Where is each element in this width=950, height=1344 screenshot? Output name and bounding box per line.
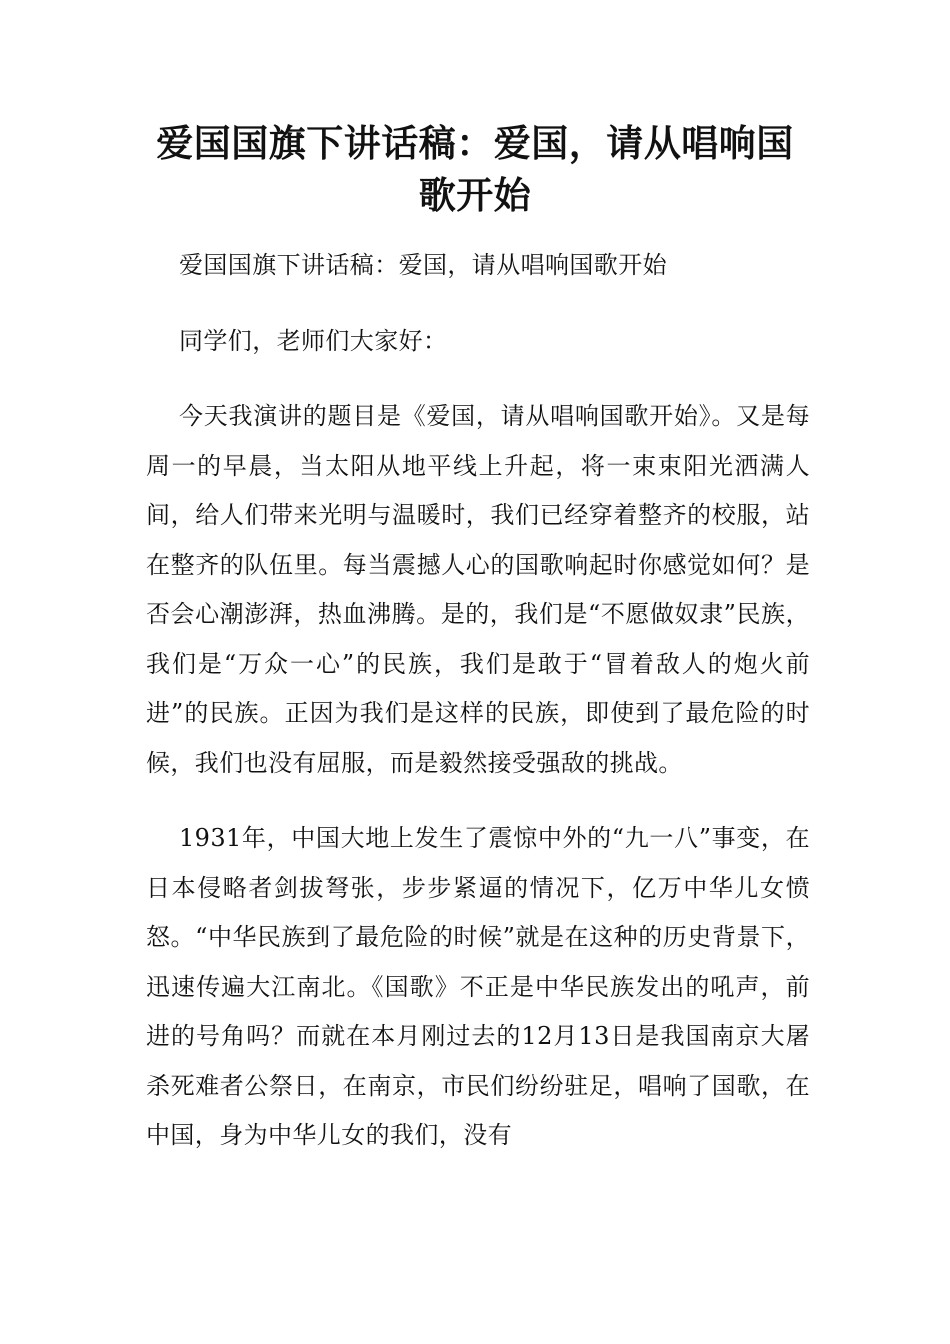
- paragraph-greeting: 同学们，老师们大家好：: [179, 326, 448, 355]
- paragraph-body: 今天我演讲的题目是《爱国，请从唱响国歌开始》。又是每周一的早晨，当太阳从地平线上升起，将一束束阳光洒满人间，给人们带来光明与温暖时，我们已经穿着整齐的校服，站在整齐的队伍里。每当震撼人心的国歌响起时你感觉如何？是否会心潮澎湃，热血沸腾。是的，我们是“不愿做奴隶”民族，我们是“万众一心”的民族，我们是敢于“冒着敌人的炮火前进”的民族。正因为我们是这样的民族，即使到了最危险的时候，我们也没有屈服，而是毅然接受强敌的挑战。: [146, 402, 810, 777]
- document-title: 爱国国旗下讲话稿：爱国，请从唱响国歌开始: [156, 122, 794, 217]
- document-body: [146, 241, 810, 1187]
- paragraph-subtitle: 爱国国旗下讲话稿：爱国，请从唱响国歌开始: [179, 251, 667, 279]
- paragraph-body: 1931年，中国大地上发生了震惊中外的“九一八”事变，在日本侵略者剑拔弩张，步步紧逼的情况下，亿万中华儿女愤怒。“中华民族到了最危险的时候”就是在这种的历史背景下，迅速传遍大江南北。《国歌》不正是中华民族发出的吼声，前进的号角吗？而就在本月刚过去的12月13日是我国南京大屠杀死难者公祭日，在南京，市民们纷纷驻足，唱响了国歌，在中国，身为中华儿女的我们，没有: [146, 824, 810, 1149]
